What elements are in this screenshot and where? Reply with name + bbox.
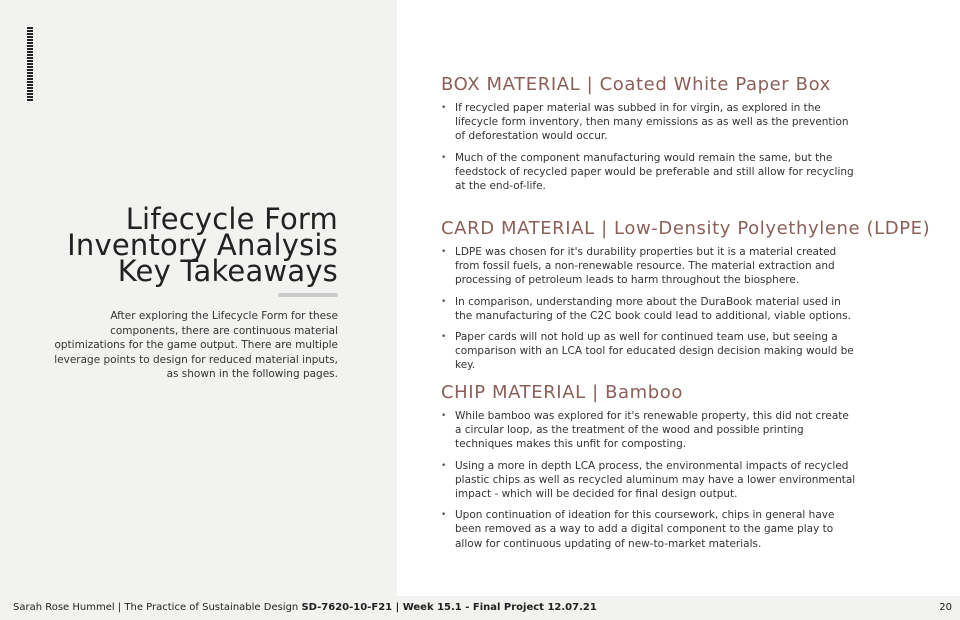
bullet-list — [441, 245, 856, 373]
title-line: Key Takeaways — [117, 254, 338, 288]
page-number: 20 — [939, 602, 952, 613]
title-line: Lifecycle Form — [125, 202, 338, 236]
section-chip-material — [441, 382, 856, 558]
page-title — [18, 202, 338, 288]
list-item: • Using a more in depth LCA process, the environmental impacts of recycled plastic chips as well as recycled aluminum may have a lower environmental impact - which will be decided for final design output. — [441, 459, 856, 502]
list-item: • LDPE was chosen for it's durability properties but it is a material created from fossil fuels, a non-renewable resource. The material extraction and processing of petroleum leads to harm throughout the biosphere. — [441, 245, 856, 288]
list-item: • In comparison, understanding more about the DuraBook material used in the manufacturing of the C2C book could lead to additional, viable options. — [441, 295, 856, 323]
left-panel — [0, 0, 397, 596]
section-heading: CHIP MATERIAL | Bamboo — [441, 382, 684, 403]
list-item: • If recycled paper material was subbed in for virgin, as explored in the lifecycle form inventory, then many emissions as as well as the prevention of deforestation would occur. — [441, 101, 856, 144]
footer-bar — [0, 596, 960, 620]
list-item: • Much of the component manufacturing would remain the same, but the feedstock of recycled paper would be preferable and still allow for recycling at the end-of-life. — [441, 151, 856, 194]
section-box-material — [441, 74, 856, 200]
footer-author-course: Sarah Rose Hummel | The Practice of Sustainable Design — [13, 602, 299, 613]
list-item: • Upon continuation of ideation for this coursework, chips in general have been removed as a way to add a digital component to the game play to allow for continuous updating of new-to-market materials. — [441, 508, 856, 551]
footer-course-code: SD-7620-10-F21 | Week 15.1 - Final Project 12.07.21 — [301, 602, 597, 613]
vertical-logo-icon — [27, 27, 33, 101]
intro-paragraph: After exploring the Lifecycle Form for these components, there are continuous material optimizations for the game output. There are multiple leverage points to design for reduced material inputs, as shown in the following pages. — [54, 310, 338, 380]
bullet-list — [441, 101, 856, 193]
section-heading: CARD MATERIAL | Low-Density Polyethylene (LDPE) — [441, 218, 931, 239]
title-divider — [278, 293, 338, 297]
section-card-material — [441, 218, 931, 380]
footer-credits — [13, 602, 597, 613]
list-item: • While bamboo was explored for it's renewable property, this did not create a circular loop, as the treatment of the wood and possible printing techniques makes this unfit for composting. — [441, 409, 856, 452]
title-line: Inventory Analysis — [67, 228, 338, 262]
bullet-list — [441, 409, 856, 551]
section-heading: BOX MATERIAL | Coated White Paper Box — [441, 74, 831, 95]
list-item: • Paper cards will not hold up as well for continued team use, but seeing a comparison with an LCA tool for educated design decision making would be key. — [441, 330, 856, 373]
